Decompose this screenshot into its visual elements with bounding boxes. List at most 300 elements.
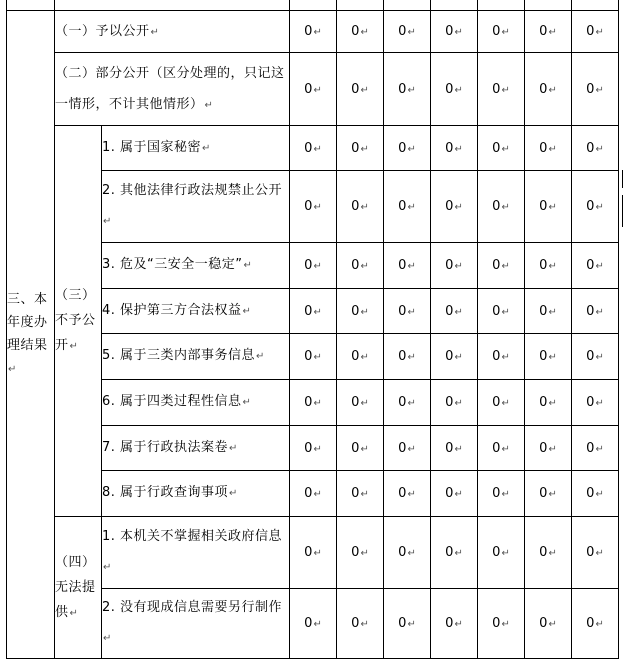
paragraph-mark: ↵	[548, 143, 557, 155]
paragraph-mark: ↵	[454, 143, 463, 155]
paragraph-mark: ↵	[204, 99, 214, 111]
value-text: 0	[304, 199, 313, 214]
value-cell	[525, 471, 572, 517]
table-cell	[572, 0, 619, 11]
value-cell	[290, 53, 337, 126]
value-cell	[572, 53, 619, 126]
paragraph-mark: ↵	[548, 443, 557, 455]
border-fragment	[622, 195, 623, 227]
value-text: 0	[539, 140, 548, 156]
value-text: 0	[492, 140, 501, 156]
row-label-third-party	[102, 289, 290, 334]
value-cell	[431, 11, 478, 53]
paragraph-mark: ↵	[407, 489, 416, 500]
paragraph-mark: ↵	[548, 27, 557, 38]
table-row	[7, 517, 619, 589]
paragraph-mark: ↵	[501, 398, 510, 409]
paragraph-mark: ↵	[595, 619, 604, 630]
table-row	[7, 126, 619, 171]
table-cell	[290, 0, 337, 11]
value-text: 0	[304, 81, 313, 97]
value-cell	[525, 380, 572, 426]
value-cell	[431, 171, 478, 243]
value-text: 0	[492, 545, 501, 560]
value-cell	[431, 53, 478, 126]
paragraph-mark: ↵	[548, 84, 557, 96]
value-text: 0	[539, 349, 548, 364]
value-cell	[525, 589, 572, 659]
value-text: 0	[445, 258, 454, 273]
value-cell	[431, 426, 478, 471]
paragraph-mark: ↵	[548, 548, 557, 559]
value-cell	[384, 126, 431, 171]
row-label-text: （一）予以公开	[55, 23, 150, 39]
paragraph-mark: ↵	[313, 306, 322, 318]
paragraph-mark: ↵	[454, 352, 463, 363]
value-cell	[525, 53, 572, 126]
value-cell	[384, 380, 431, 426]
value-text: 0	[304, 440, 313, 456]
table-cell	[525, 0, 572, 11]
paragraph-mark: ↵	[454, 619, 463, 630]
value-text: 0	[445, 440, 454, 456]
value-cell	[572, 289, 619, 334]
paragraph-mark: ↵	[313, 619, 322, 630]
row-label-needs-creation	[102, 589, 290, 659]
paragraph-mark: ↵	[407, 398, 416, 409]
row-label-text: 8. 属于行政查询事项	[102, 485, 229, 500]
row-label-text: （二）部分公开（区分处理的，只记这一情形，不计其他情形）	[55, 65, 285, 112]
paragraph-mark: ↵	[454, 443, 463, 455]
group-3-label-cell	[55, 126, 102, 517]
value-cell	[525, 289, 572, 334]
value-cell	[525, 171, 572, 243]
paragraph-mark: ↵	[454, 261, 463, 272]
value-cell	[337, 471, 384, 517]
value-text: 0	[586, 303, 595, 319]
value-cell	[384, 53, 431, 126]
value-cell	[384, 426, 431, 471]
row-label-state-secret	[102, 126, 290, 171]
value-text: 0	[304, 395, 313, 410]
value-cell	[337, 426, 384, 471]
paragraph-mark: ↵	[407, 143, 416, 155]
row-label-law-prohibited	[102, 171, 290, 243]
paragraph-mark: ↵	[501, 143, 510, 155]
value-cell	[431, 517, 478, 589]
paragraph-mark: ↵	[360, 27, 369, 38]
value-cell	[290, 589, 337, 659]
value-text: 0	[304, 303, 313, 319]
paragraph-mark: ↵	[501, 202, 510, 213]
paragraph-mark: ↵	[501, 489, 510, 500]
value-cell	[572, 426, 619, 471]
value-cell	[431, 334, 478, 380]
value-cell	[431, 126, 478, 171]
value-text: 0	[445, 81, 454, 97]
value-text: 0	[586, 349, 595, 364]
table-row	[7, 53, 619, 126]
paragraph-mark: ↵	[548, 352, 557, 363]
table-cell	[337, 0, 384, 11]
group-4-label: （四）无法提供	[55, 554, 96, 620]
value-text: 0	[398, 395, 407, 410]
paragraph-mark: ↵	[454, 548, 463, 559]
paragraph-mark: ↵	[313, 398, 322, 409]
value-text: 0	[539, 545, 548, 560]
value-text: 0	[539, 24, 548, 39]
value-text: 0	[351, 395, 360, 410]
value-cell	[572, 126, 619, 171]
value-cell	[337, 53, 384, 126]
value-cell	[337, 289, 384, 334]
value-cell	[525, 517, 572, 589]
value-text: 0	[445, 24, 454, 39]
paragraph-mark: ↵	[501, 261, 510, 272]
paragraph-mark: ↵	[313, 27, 322, 38]
table-cell	[478, 0, 525, 11]
paragraph-mark: ↵	[407, 27, 416, 38]
value-cell	[478, 243, 525, 289]
value-cell	[290, 380, 337, 426]
paragraph-mark: ↵	[229, 442, 238, 454]
value-text: 0	[398, 199, 407, 214]
paragraph-mark: ↵	[595, 352, 604, 363]
section-3-label: 三、本年度办理结果	[7, 292, 48, 353]
paragraph-mark: ↵	[8, 364, 17, 375]
value-text: 0	[539, 303, 548, 319]
paragraph-mark: ↵	[313, 143, 322, 155]
value-text: 0	[351, 616, 360, 631]
value-text: 0	[445, 303, 454, 319]
table-cell	[7, 0, 55, 11]
value-text: 0	[351, 303, 360, 319]
value-text: 0	[351, 199, 360, 214]
paragraph-mark: ↵	[313, 84, 322, 96]
value-text: 0	[351, 81, 360, 97]
row-label-internal-affairs	[102, 334, 290, 380]
group-3-label: （三）不予公开	[55, 288, 96, 353]
value-text: 0	[586, 545, 595, 560]
value-cell	[290, 126, 337, 171]
value-text: 0	[492, 616, 501, 631]
value-cell	[337, 517, 384, 589]
value-cell	[337, 11, 384, 53]
paragraph-mark: ↵	[454, 202, 463, 213]
border-fragment	[622, 170, 623, 188]
value-cell	[431, 380, 478, 426]
value-cell	[337, 589, 384, 659]
value-text: 0	[445, 395, 454, 410]
value-text: 0	[445, 349, 454, 364]
value-cell	[290, 334, 337, 380]
value-cell	[478, 589, 525, 659]
value-cell	[478, 11, 525, 53]
row-label-enforcement-files	[102, 426, 290, 471]
value-cell	[525, 11, 572, 53]
paragraph-mark: ↵	[595, 548, 604, 559]
paragraph-mark: ↵	[595, 27, 604, 38]
paragraph-mark: ↵	[595, 202, 604, 213]
row-label-text: 3. 危及“三安全一稳定”	[102, 257, 243, 272]
value-cell	[384, 11, 431, 53]
value-cell	[572, 171, 619, 243]
value-text: 0	[492, 486, 501, 501]
value-cell	[337, 126, 384, 171]
value-cell	[290, 243, 337, 289]
value-cell	[384, 171, 431, 243]
value-text: 0	[586, 140, 595, 156]
row-label-partial	[55, 53, 290, 126]
row-label-text: 5. 属于三类内部事务信息	[102, 348, 256, 363]
paragraph-mark: ↵	[360, 143, 369, 155]
paragraph-mark: ↵	[407, 619, 416, 630]
section-3-label-cell	[7, 11, 55, 659]
value-text: 0	[586, 616, 595, 631]
row-label-text: 1. 本机关不掌握相关政府信息	[102, 529, 283, 544]
value-cell	[431, 289, 478, 334]
value-cell	[525, 126, 572, 171]
row-label-text: 6. 属于四类过程性信息	[102, 394, 242, 409]
paragraph-mark: ↵	[313, 548, 322, 559]
value-text: 0	[539, 440, 548, 456]
paragraph-mark: ↵	[595, 489, 604, 500]
value-text: 0	[586, 24, 595, 39]
value-text: 0	[351, 440, 360, 456]
value-cell	[337, 171, 384, 243]
value-cell	[384, 243, 431, 289]
value-cell	[572, 471, 619, 517]
paragraph-mark: ↵	[360, 398, 369, 409]
value-text: 0	[351, 349, 360, 364]
paragraph-mark: ↵	[501, 443, 510, 455]
value-text: 0	[398, 24, 407, 39]
value-cell	[572, 380, 619, 426]
row-label-text: 7. 属于行政执法案卷	[102, 439, 229, 455]
value-cell	[337, 243, 384, 289]
value-text: 0	[492, 395, 501, 410]
value-text: 0	[586, 440, 595, 456]
paragraph-mark: ↵	[313, 489, 322, 500]
paragraph-mark: ↵	[103, 633, 112, 644]
paragraph-mark: ↵	[313, 352, 322, 363]
paragraph-mark: ↵	[548, 202, 557, 213]
paragraph-mark: ↵	[501, 619, 510, 630]
paragraph-mark: ↵	[150, 26, 160, 38]
value-cell	[290, 171, 337, 243]
value-text: 0	[351, 486, 360, 501]
row-label-text: 2. 没有现成信息需要另行制作	[102, 600, 283, 615]
paragraph-mark: ↵	[407, 443, 416, 455]
value-cell	[290, 426, 337, 471]
value-cell	[337, 380, 384, 426]
value-cell	[478, 126, 525, 171]
paragraph-mark: ↵	[407, 548, 416, 559]
paragraph-mark: ↵	[360, 202, 369, 213]
paragraph-mark: ↵	[595, 143, 604, 155]
value-text: 0	[398, 440, 407, 456]
value-cell	[290, 517, 337, 589]
value-text: 0	[445, 140, 454, 156]
value-text: 0	[398, 545, 407, 560]
paragraph-mark: ↵	[256, 351, 265, 362]
value-text: 0	[398, 81, 407, 97]
row-label-text: 2. 其他法律行政法规禁止公开	[102, 183, 283, 198]
value-cell	[572, 589, 619, 659]
paragraph-mark: ↵	[229, 488, 238, 499]
paragraph-mark: ↵	[313, 443, 322, 455]
table-cell	[55, 0, 290, 11]
value-text: 0	[351, 140, 360, 156]
value-cell	[478, 334, 525, 380]
value-cell	[290, 289, 337, 334]
paragraph-mark: ↵	[501, 306, 510, 318]
value-cell	[384, 289, 431, 334]
value-cell	[478, 426, 525, 471]
paragraph-mark: ↵	[548, 306, 557, 318]
value-cell	[384, 334, 431, 380]
value-cell	[478, 53, 525, 126]
value-text: 0	[586, 395, 595, 410]
table-row	[7, 11, 619, 53]
value-cell	[384, 517, 431, 589]
paragraph-mark: ↵	[454, 27, 463, 38]
value-text: 0	[398, 303, 407, 319]
value-cell	[431, 243, 478, 289]
value-cell	[572, 243, 619, 289]
paragraph-mark: ↵	[454, 398, 463, 409]
paragraph-mark: ↵	[407, 306, 416, 318]
paragraph-mark: ↵	[407, 202, 416, 213]
row-label-process-info	[102, 380, 290, 426]
paragraph-mark: ↵	[202, 142, 211, 154]
value-text: 0	[492, 349, 501, 364]
value-cell	[290, 471, 337, 517]
paragraph-mark: ↵	[595, 398, 604, 409]
row-label-text: 1. 属于国家秘密	[102, 139, 202, 155]
value-text: 0	[398, 349, 407, 364]
paragraph-mark: ↵	[501, 84, 510, 96]
paragraph-mark: ↵	[103, 216, 112, 227]
value-text: 0	[445, 486, 454, 501]
value-text: 0	[304, 140, 313, 156]
value-cell	[478, 517, 525, 589]
row-label-query-items	[102, 471, 290, 517]
value-text: 0	[445, 199, 454, 214]
paragraph-mark: ↵	[595, 306, 604, 318]
table-cell	[384, 0, 431, 11]
value-text: 0	[445, 545, 454, 560]
value-cell	[478, 289, 525, 334]
value-text: 0	[586, 486, 595, 501]
row-label-three-security	[102, 243, 290, 289]
value-text: 0	[539, 199, 548, 214]
value-text: 0	[351, 24, 360, 39]
value-text: 0	[398, 616, 407, 631]
paragraph-mark: ↵	[313, 261, 322, 272]
value-text: 0	[304, 258, 313, 273]
value-text: 0	[492, 303, 501, 319]
paragraph-mark: ↵	[501, 548, 510, 559]
paragraph-mark: ↵	[454, 84, 463, 96]
value-text: 0	[398, 140, 407, 156]
value-text: 0	[304, 349, 313, 364]
row-label-not-held	[102, 517, 290, 589]
value-text: 0	[304, 486, 313, 501]
paragraph-mark: ↵	[548, 489, 557, 500]
value-text: 0	[492, 81, 501, 97]
paragraph-mark: ↵	[454, 489, 463, 500]
value-cell	[290, 11, 337, 53]
paragraph-mark: ↵	[69, 607, 79, 619]
row-label-disclosed	[55, 11, 290, 53]
value-cell	[384, 589, 431, 659]
row-label-text: 4. 保护第三方合法权益	[102, 302, 242, 318]
value-text: 0	[586, 258, 595, 273]
value-text: 0	[304, 545, 313, 560]
value-text: 0	[586, 81, 595, 97]
paragraph-mark: ↵	[360, 548, 369, 559]
paragraph-mark: ↵	[360, 619, 369, 630]
paragraph-mark: ↵	[313, 202, 322, 213]
paragraph-mark: ↵	[501, 27, 510, 38]
paragraph-mark: ↵	[548, 398, 557, 409]
value-text: 0	[586, 199, 595, 214]
paragraph-mark: ↵	[360, 489, 369, 500]
value-cell	[384, 471, 431, 517]
paragraph-mark: ↵	[595, 443, 604, 455]
value-text: 0	[492, 258, 501, 273]
value-text: 0	[492, 440, 501, 456]
value-cell	[478, 471, 525, 517]
value-text: 0	[398, 258, 407, 273]
value-text: 0	[492, 199, 501, 214]
paragraph-mark: ↵	[360, 352, 369, 363]
value-cell	[478, 380, 525, 426]
value-text: 0	[445, 616, 454, 631]
value-cell	[572, 517, 619, 589]
value-cell	[478, 171, 525, 243]
paragraph-mark: ↵	[407, 84, 416, 96]
value-text: 0	[539, 616, 548, 631]
paragraph-mark: ↵	[243, 260, 253, 271]
paragraph-mark: ↵	[407, 261, 416, 272]
paragraph-mark: ↵	[548, 619, 557, 630]
value-text: 0	[304, 24, 313, 39]
value-text: 0	[304, 616, 313, 631]
value-text: 0	[539, 258, 548, 273]
paragraph-mark: ↵	[360, 261, 369, 272]
value-text: 0	[492, 24, 501, 39]
disclosure-results-table	[6, 0, 619, 659]
paragraph-mark: ↵	[69, 341, 79, 352]
value-cell	[572, 334, 619, 380]
paragraph-mark: ↵	[360, 306, 369, 318]
value-text: 0	[351, 258, 360, 273]
paragraph-mark: ↵	[595, 84, 604, 96]
paragraph-mark: ↵	[242, 305, 252, 317]
value-cell	[525, 426, 572, 471]
value-text: 0	[539, 486, 548, 501]
value-cell	[572, 11, 619, 53]
value-text: 0	[398, 486, 407, 501]
group-4-label-cell	[55, 517, 102, 659]
table-cell	[431, 0, 478, 11]
paragraph-mark: ↵	[242, 397, 252, 408]
paragraph-mark: ↵	[501, 352, 510, 363]
paragraph-mark: ↵	[360, 443, 369, 455]
value-cell	[337, 334, 384, 380]
